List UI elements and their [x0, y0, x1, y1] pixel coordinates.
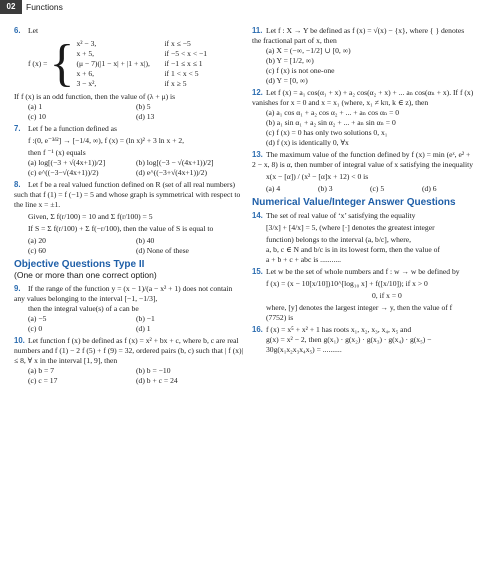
summation-s: If S = Σ f(r/100) + Σ f(−r/100), then the value of S is equal to [28, 224, 214, 233]
option-d[interactable]: (d) Y = [0, ∞) [266, 76, 308, 85]
option-b[interactable]: (b) 40 [136, 236, 155, 245]
question-16: 16. f (x) = x⁵ + x² + 1 has roots x₁, x₂, x₃, x₄, x₅ and g(x) = x² − 2, then g(x₁) · g(x₂) · g(x₃) · g(x₄) · g(x₅) − 30g(x₁x₂x₃x₄x₅) = .......... [252, 325, 432, 354]
question-number: 6. [14, 26, 21, 35]
option-b[interactable]: (b) −1 [136, 314, 155, 323]
section-subtitle: (One or more than one correct option) [14, 270, 157, 280]
question-stem: If f (x) is an odd function, then the value of (λ + μ) is [14, 92, 176, 101]
option-b[interactable]: (b) b = −10 [136, 366, 171, 375]
option-d[interactable]: (d) b + c = 24 [136, 376, 178, 385]
piecewise-definition: f (x) = { x² − 3, if x ≤ −5 x + 5, if −5 < x < −1 (μ − 7)(|1 − x| + |1 + x|), if −1 ≤ x ≤ 1 x + 6, if 1 < x < 5 3 − x², if x ≥ 5 [14, 38, 244, 90]
question-number: 11. [252, 26, 263, 35]
option-c[interactable]: (c) 10 [28, 112, 46, 121]
section-title: Objective Questions Type II [14, 259, 145, 270]
options [252, 46, 474, 86]
option-b[interactable]: (b) a₁ sin α₁ + a₂ sin α₂ + ... + aₙ sin αₙ = 0 [266, 118, 396, 127]
question-number: 13. [252, 150, 263, 159]
option-c[interactable]: (c) f (x) = 0 has only two solutions 0, x₁ [266, 128, 388, 137]
function-definition: f :(0, e⁻³ᵟ²] → [−1/4, ∞), f (x) = (ln x)² + 3 ln x + 2, [28, 136, 185, 145]
option-d[interactable]: (d) 1 [136, 324, 151, 333]
option-c[interactable]: (c) c = 17 [28, 376, 58, 385]
question-6: 6. Let f (x) = { x² − 3, if x ≤ −5 x + 5, if −5 < x < −1 (μ − 7)(|1 − x| + |1 + x|), if −1 ≤ x ≤ 1 x + 6, if 1 < x < 5 3 − x², if x ≥ 5 If f (x) is an odd function, then the value of (λ + μ) is (a) 1 (b) 5 (c) 10 (d) 13 [14, 26, 244, 122]
option-c[interactable]: (c) f (x) is not one-one [266, 66, 335, 75]
question-number: 12. [252, 88, 263, 97]
option-a[interactable]: (a) X = (−∞, −1/2] ∪ [0, ∞) [266, 46, 351, 55]
options [252, 108, 474, 148]
question-number: 10. [14, 336, 25, 345]
question-14: 14. The set of real value of ‘x’ satisfying the equality [3/x] + [4/x] = 5, (where [·] denotes the greatest integer function) belongs to the interval (a, b/c], where, a, b, c ∈ N and b/c is in its lowest form, then the value of a + b + c + abc is ........... [252, 211, 440, 264]
options [14, 366, 244, 386]
option-c[interactable]: (c) 60 [28, 246, 46, 255]
question-15: 15. Let w be the set of whole numbers and f : w → w be defined by f (x) = (x − 10[x/10])10^[log₁₀ x] + f([x/10]); if x > 0 0, if x = 0 where, [y] denotes the largest integer → y, then the value of f (7752) is [252, 267, 474, 323]
option-a[interactable]: (a) 4 [266, 184, 281, 193]
page-header [0, 0, 480, 14]
option-d[interactable]: (d) None of these [136, 246, 189, 255]
option-a[interactable]: (a) log[(−3 + √(4x+1))/2] [28, 158, 106, 167]
option-d[interactable]: (d) 13 [136, 112, 155, 121]
options [252, 184, 474, 194]
option-b[interactable]: (b) 5 [136, 102, 151, 111]
piecewise-rows: x² − 3, if x ≤ −5 x + 5, if −5 < x < −1 (μ − 7)(|1 − x| + |1 + x|), if −1 ≤ x ≤ 1 x + 6, if 1 < x < 5 3 − x², if x ≥ 5 [76, 39, 208, 88]
chapter-title: Functions [26, 2, 63, 12]
summation-given: Given, Σ f(r/100) = 10 and Σ f(r/100) = 5 [28, 212, 153, 221]
question-8: 8. Let f be a real valued function defined on R (set of all real numbers) such that f (1) = f (−1) = 5 and whose graph is symmetrical with respect to the line x = ±1. Given, Σ f(r/100) = 10 and Σ f(r/100) = 5 If S = Σ f(r/100) + Σ f(−r/100), then the value of S is equal to (a) 20 (b) 40 (c) 60 (d) None of these [14, 180, 244, 256]
options [14, 314, 244, 334]
option-a[interactable]: (a) a₁ cos α₁ + a₂ cos α₂ + ... + aₙ cos αₙ = 0 [266, 108, 400, 117]
option-b[interactable]: (b) Y = [1/2, ∞) [266, 56, 314, 65]
question-10: 10. Let function f (x) be defined as f (x) = x² + bx + c, where b, c are real numbers and f (1) − 2 f (5) + f (9) = 32, ordered pairs (b, c) such that | f (x)| ≤ 8, ∀ x in the interval [1, 9], then (a) b = 7 (b) b = −10 (c) c = 17 (d) b + c = 24 [14, 336, 244, 385]
option-b[interactable]: (b) 3 [318, 184, 333, 193]
question-11: 11. Let f : X → Y be defined as f (x) = √(x) − {x}, where { } denotes the fractional part of x, then (a) X = (−∞, −1/2] ∪ [0, ∞) (b) Y = [1/2, ∞) (c) f (x) is not one-one (d) Y = [0, ∞) [252, 26, 474, 86]
option-a[interactable]: (a) 1 [28, 102, 43, 111]
question-number: 14. [252, 211, 263, 220]
option-b[interactable]: (b) log[(−3 − √(4x+1))/2] [136, 158, 214, 167]
question-12: 12. Let f (x) = a₁ cos(α₁ + x) + a₂ cos(α₂ + x) + ... aₙ cos(αₙ + x). If f (x) vanishes for x = 0 and x = x₁ (where, x₁ ≠ kπ, k ∈ z), then (a) a₁ cos α₁ + a₂ cos α₂ + ... + aₙ cos αₙ = 0 (b) a₁ sin α₁ + a₂ sin α₂ + ... + aₙ sin αₙ = 0 (c) f (x) = 0 has only two solutions 0, x₁ (d) f (x) is identically 0, ∀x [252, 88, 474, 147]
question-number: 9. [14, 284, 21, 293]
question-number: 7. [14, 124, 21, 133]
options [14, 236, 244, 256]
question-13: 13. The maximum value of the function defined by f (x) = min (eˣ, e² + 2 − x, 8) is α, then number of integral value of x satisfying the inequality x(x − [α]) / (x² − [α]x + 12) < 0 is (a) 4 (b) 3 (c) 5 (d) 6 [252, 150, 474, 193]
option-d[interactable]: (d) f (x) is identically 0, ∀x [266, 138, 349, 147]
options [14, 102, 244, 122]
option-d[interactable]: (d) e^((−3+√(4x+1))/2) [136, 168, 207, 177]
section-title: Numerical Value/Integer Answer Questions [252, 197, 456, 208]
option-c[interactable]: (c) e^((−3−√(4x+1))/2) [28, 168, 99, 177]
option-a[interactable]: (a) 20 [28, 236, 46, 245]
option-d[interactable]: (d) 6 [422, 184, 437, 193]
options [14, 158, 244, 178]
question-7: 7. Let f be a function defined as f :(0, e⁻³ᵟ²] → [−1/4, ∞), f (x) = (ln x)² + 3 ln x + 2, then f ⁻¹ (x) equals (a) log[(−3 + √(4x+1))/2] (b) log[(−3 − √(4x+1))/2] (c) e^((−3−√(4x+1))/2) (d) e^((−3+√(4x+1))/2) [14, 124, 244, 178]
question-9: 9. If the range of the function y = (x − 1)/(a − x² + 1) does not contain any values belonging to the interval [−1, −1/3], then the integral value(s) of a can be (a) −5 (b) −1 (c) 0 (d) 1 [14, 284, 244, 334]
option-a[interactable]: (a) b = 7 [28, 366, 54, 375]
inequality: x(x − [α]) / (x² − [α]x + 12) < 0 is [266, 172, 369, 181]
option-c[interactable]: (c) 0 [28, 324, 43, 333]
right-column [252, 26, 474, 357]
recursive-definition: f (x) = (x − 10[x/10])10^[log₁₀ x] + f([x/10]); if x > 0 [266, 279, 428, 288]
question-number: 15. [252, 267, 263, 276]
option-a[interactable]: (a) −5 [28, 314, 47, 323]
page-number: 02 [0, 0, 22, 14]
option-c[interactable]: (c) 5 [370, 184, 385, 193]
question-number: 16. [252, 325, 263, 334]
question-number: 8. [14, 180, 21, 189]
brace: { [49, 35, 75, 92]
left-column [14, 26, 244, 388]
